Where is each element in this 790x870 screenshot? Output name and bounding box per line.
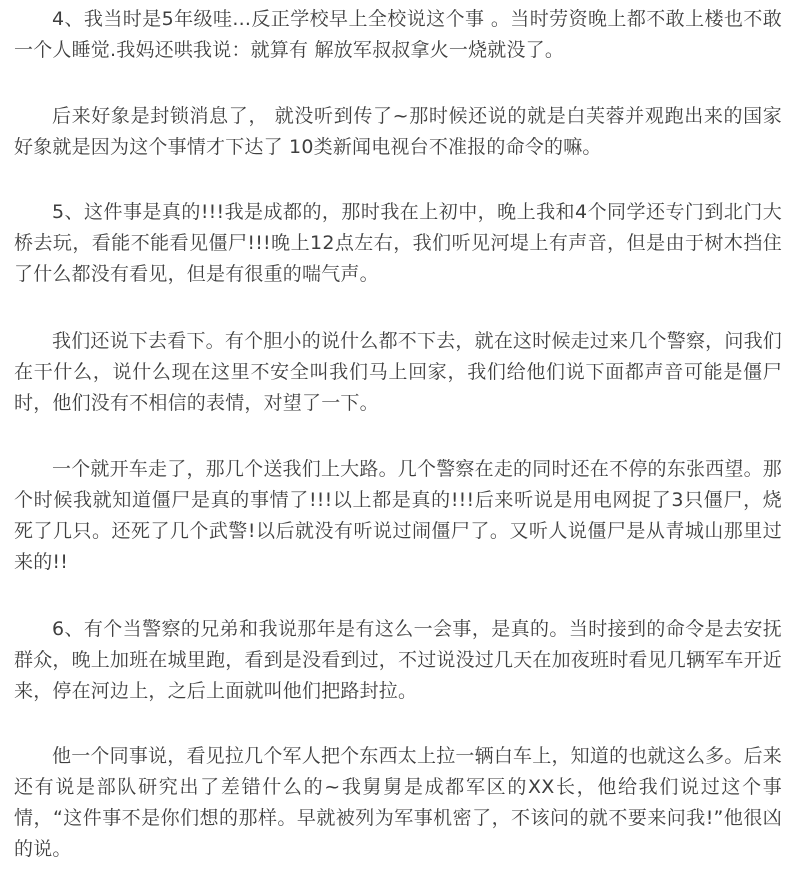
paragraph-5: 5、这件事是真的!!!我是成都的，那时我在上初中，晚上我和4个同学还专门到北门大桥去玩，看能不能看见僵尸!!!晚上12点左右，我们听见河堤上有声音，但是由于树木挡住了什么都没有看见，但是有很重的喘气声。 [14, 201, 782, 285]
paragraph-6: 6、有个当警察的兄弟和我说那年是有这么一会事，是真的。当时接到的命令是去安抚群众，晚上加班在城里跑，看到是没看到过，不过说没过几天在加夜班时看见几辆军车开近来，停在河边上，之后上面就叫他们把路封拉。 [14, 618, 783, 702]
paragraph-4: 4、我当时是5年级哇...反正学校早上全校说这个事 。当时劳资晚上都不敢上楼也不敢一个人睡觉.我妈还哄我说：就算有 解放军叔叔拿火一烧就没了。 [14, 8, 782, 61]
paragraph-military-secret: 他一个同事说，看见拉几个军人把个东西太上拉一辆白车上，知道的也就这么多。后来还有说是部队研究出了差错什么的~我舅舅是成都军区的XX长，他给我们说过这个事情，“这件事不是你们想的那样。早就被列为军事机密了，不该问的就不要来问我!”他很凶的说。 [14, 745, 782, 860]
paragraph-escorted-home: 一个就开车走了，那几个送我们上大路。几个警察在走的同时还在不停的东张西望。那个时候我就知道僵尸是真的事情了!!!以上都是真的!!!后来听说是用电网捉了3只僵尸，烧死了几只。还死了几个武警!以后就没有听说过闹僵尸了。又听人说僵尸是从青城山那里过来的!! [14, 458, 782, 573]
paragraph-police-arrive: 我们还说下去看下。有个胆小的说什么都不下去，就在这时候走过来几个警察，问我们在干什么，说什么现在这里不安全叫我们马上回家，我们给他们说下面都声音可能是僵尸时，他们没有不相信的表情，对望了一下。 [14, 330, 782, 414]
paragraph-rumor-blocked: 后来好象是封锁消息了， 就没听到传了~那时候还说的就是白芙蓉并观跑出来的国家好象就是因为这个事情才下达了 10类新闻电视台不准报的命令的嘛。 [14, 105, 782, 158]
